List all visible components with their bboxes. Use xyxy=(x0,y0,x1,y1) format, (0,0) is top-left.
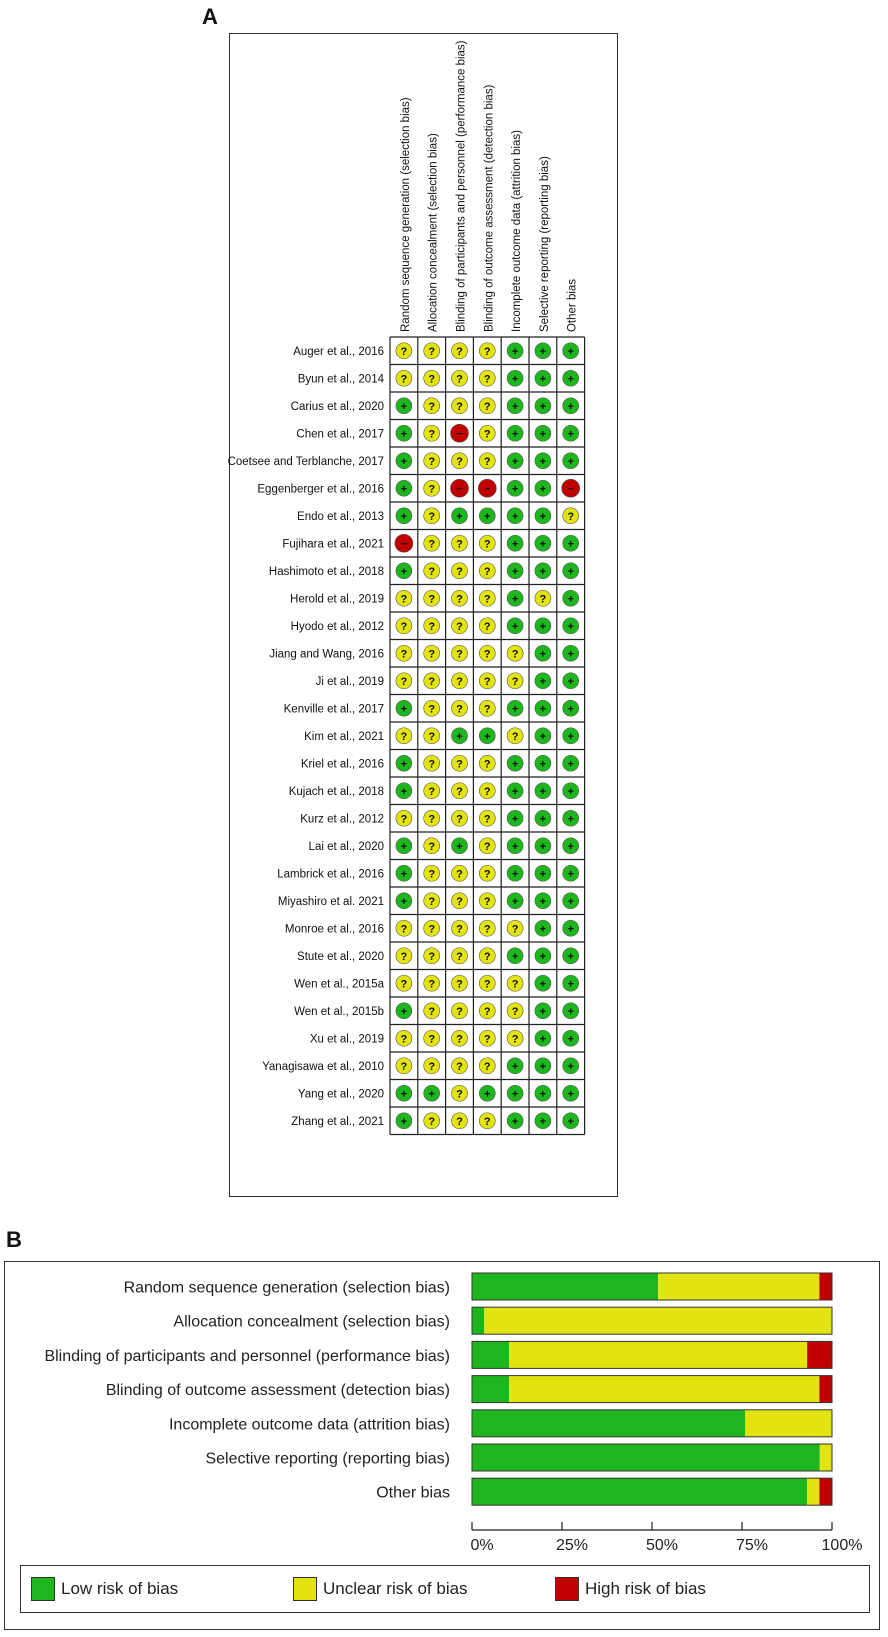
rating-symbol: ? xyxy=(400,675,408,688)
rating-symbol: ? xyxy=(428,1005,436,1018)
legend xyxy=(20,1565,870,1613)
study-label: Yang et al., 2020 xyxy=(297,1088,384,1101)
rating-symbol: + xyxy=(567,868,574,881)
rating-symbol: ? xyxy=(456,813,463,826)
rating-symbol: + xyxy=(511,345,519,358)
column-header: Selective reporting (reporting bias) xyxy=(538,156,551,332)
study-label: Coetsee and Terblanche, 2017 xyxy=(227,455,384,468)
rating-symbol: + xyxy=(539,538,547,551)
legend-item-high xyxy=(555,1576,706,1602)
rating-symbol: ? xyxy=(428,373,436,386)
rating-symbol: + xyxy=(567,813,574,826)
rating-symbol: ? xyxy=(511,648,519,661)
study-label: Eggenberger et al., 2016 xyxy=(257,483,384,496)
rating-symbol: + xyxy=(539,1005,547,1018)
rating-symbol: + xyxy=(539,510,547,523)
rating-symbol: ? xyxy=(483,593,491,606)
study-label: Monroe et al., 2016 xyxy=(284,923,384,936)
legend-swatch-low xyxy=(31,1577,55,1601)
rating-symbol: + xyxy=(567,455,574,468)
legend-item-unclear xyxy=(293,1576,468,1602)
rating-symbol: ? xyxy=(400,730,408,743)
rating-symbol: ? xyxy=(428,510,436,523)
rating-symbol: − xyxy=(455,481,464,496)
rating-symbol: + xyxy=(567,620,574,633)
rating-symbol: + xyxy=(400,510,408,523)
rating-symbol: ? xyxy=(428,620,436,633)
rating-symbol: + xyxy=(511,1115,519,1128)
rating-symbol: ? xyxy=(456,455,463,468)
rating-symbol: ? xyxy=(483,373,491,386)
rating-symbol: ? xyxy=(428,455,436,468)
rating-symbol: + xyxy=(539,373,547,386)
rating-symbol: ? xyxy=(567,510,575,523)
rating-symbol: ? xyxy=(428,1033,436,1046)
bar-segment-unclear xyxy=(807,1478,819,1505)
rating-symbol: ? xyxy=(456,895,463,908)
rating-symbol: ? xyxy=(456,345,463,358)
study-label: Miyashiro et al. 2021 xyxy=(277,895,384,908)
rating-symbol: ? xyxy=(456,1088,463,1101)
study-label: Endo et al., 2013 xyxy=(297,510,384,523)
rating-symbol: − xyxy=(455,426,464,441)
rating-symbol: ? xyxy=(483,428,491,441)
rating-symbol: ? xyxy=(483,923,491,936)
rating-symbol: − xyxy=(483,481,491,496)
rating-symbol: ? xyxy=(511,675,519,688)
rating-symbol: ? xyxy=(456,868,463,881)
rating-symbol: ? xyxy=(456,1060,463,1073)
rating-symbol: + xyxy=(400,1115,408,1128)
rating-symbol: ? xyxy=(456,950,463,963)
category-label: Incomplete outcome data (attrition bias) xyxy=(168,1416,450,1434)
rating-symbol: ? xyxy=(428,538,436,551)
rating-symbol: + xyxy=(539,785,547,798)
category-label: Other bias xyxy=(376,1484,450,1502)
bar-segment-unclear xyxy=(509,1341,807,1368)
rating-symbol: + xyxy=(511,813,519,826)
rating-symbol: ? xyxy=(428,1060,436,1073)
rating-symbol: + xyxy=(539,895,547,908)
rating-symbol: ? xyxy=(400,345,408,358)
rating-symbol: ? xyxy=(400,1033,408,1046)
rating-symbol: ? xyxy=(483,1005,491,1018)
rating-symbol: + xyxy=(539,428,547,441)
x-tick-label: 0% xyxy=(470,1537,494,1554)
rating-symbol: ? xyxy=(511,730,519,743)
study-label: Hashimoto et al., 2018 xyxy=(268,565,384,578)
rating-symbol: + xyxy=(400,785,408,798)
rating-symbol: ? xyxy=(400,648,408,661)
rating-symbol: + xyxy=(400,703,408,716)
study-label: Jiang and Wang, 2016 xyxy=(269,648,384,661)
rating-symbol: ? xyxy=(511,1005,519,1018)
rating-symbol: + xyxy=(400,868,408,881)
study-label: Chen et al., 2017 xyxy=(296,428,384,441)
rating-symbol: ? xyxy=(428,565,436,578)
category-label: Allocation concealment (selection bias) xyxy=(173,1313,450,1331)
rating-symbol: ? xyxy=(483,978,491,991)
study-label: Herold et al., 2019 xyxy=(290,593,384,606)
rating-symbol: + xyxy=(511,373,519,386)
rating-symbol: + xyxy=(567,785,574,798)
rating-symbol: + xyxy=(511,785,519,798)
rating-symbol: + xyxy=(567,1088,574,1101)
rating-symbol: + xyxy=(567,400,574,413)
rating-symbol: ? xyxy=(483,758,491,771)
rating-symbol: ? xyxy=(483,1115,491,1128)
rating-symbol: + xyxy=(567,428,574,441)
study-label: Xu et al., 2019 xyxy=(309,1033,384,1046)
bar-segment-low xyxy=(472,1273,658,1300)
study-label: Kujach et al., 2018 xyxy=(288,785,384,798)
rating-symbol: + xyxy=(567,345,574,358)
rating-symbol: ? xyxy=(456,978,463,991)
rating-symbol: ? xyxy=(400,950,408,963)
rating-symbol: + xyxy=(539,1088,547,1101)
rating-symbol: + xyxy=(400,1088,408,1101)
rating-symbol: ? xyxy=(511,978,519,991)
legend-item-low xyxy=(31,1576,178,1602)
panel-a-label: A xyxy=(202,4,218,29)
study-label: Hyodo et al., 2012 xyxy=(290,620,384,633)
study-label: Yanagisawa et al., 2010 xyxy=(262,1060,384,1073)
rating-symbol: + xyxy=(400,758,408,771)
rating-symbol: ? xyxy=(428,730,436,743)
bar-segment-unclear xyxy=(509,1376,819,1403)
rating-symbol: ? xyxy=(483,400,491,413)
study-label: Carius et al., 2020 xyxy=(290,400,384,413)
bar-segment-unclear xyxy=(820,1444,832,1471)
rating-symbol: ? xyxy=(483,1060,491,1073)
rating-symbol: ? xyxy=(483,813,491,826)
rating-symbol: ? xyxy=(456,648,463,661)
rating-symbol: + xyxy=(539,1060,547,1073)
rating-symbol: + xyxy=(400,483,408,496)
rating-symbol: + xyxy=(511,703,519,716)
rating-symbol: + xyxy=(539,978,547,991)
rating-symbol: + xyxy=(567,758,574,771)
rating-symbol: ? xyxy=(400,620,408,633)
legend-swatch-high xyxy=(555,1577,579,1601)
rating-symbol: ? xyxy=(428,675,436,688)
rating-symbol: ? xyxy=(483,1033,491,1046)
rating-symbol: + xyxy=(567,565,574,578)
rating-symbol: + xyxy=(539,675,547,688)
rating-symbol: + xyxy=(567,923,574,936)
study-label: Wen et al., 2015a xyxy=(294,978,384,991)
category-label: Blinding of outcome assessment (detection bias) xyxy=(105,1382,450,1400)
rating-symbol: + xyxy=(539,345,547,358)
rating-symbol: ? xyxy=(483,538,491,551)
panel-b-label: B xyxy=(6,1227,22,1252)
rating-symbol: ? xyxy=(428,813,436,826)
bar-segment-high xyxy=(819,1376,832,1403)
rating-symbol: ? xyxy=(428,648,436,661)
rating-symbol: + xyxy=(511,483,519,496)
study-label: Ji et al., 2019 xyxy=(315,675,384,688)
rating-symbol: + xyxy=(539,455,547,468)
rating-symbol: ? xyxy=(456,785,463,798)
rating-symbol: ? xyxy=(456,400,463,413)
x-tick-label: 75% xyxy=(735,1537,769,1554)
rating-symbol: ? xyxy=(483,455,491,468)
rating-symbol: + xyxy=(511,400,519,413)
category-label: Selective reporting (reporting bias) xyxy=(205,1450,450,1468)
rating-symbol: ? xyxy=(428,483,436,496)
bar-segment-low xyxy=(472,1410,745,1437)
bar-segment-unclear xyxy=(484,1307,832,1334)
rating-symbol: ? xyxy=(539,593,547,606)
rating-symbol: ? xyxy=(428,345,436,358)
study-label: Byun et al., 2014 xyxy=(297,373,384,386)
legend-label-low: Low risk of bias xyxy=(61,1579,179,1598)
rating-symbol: ? xyxy=(428,593,436,606)
rating-symbol: + xyxy=(567,895,574,908)
rating-symbol: ? xyxy=(400,813,408,826)
rating-symbol: ? xyxy=(400,923,408,936)
rating-symbol: + xyxy=(539,703,547,716)
rating-symbol: ? xyxy=(456,923,463,936)
rating-symbol: ? xyxy=(428,978,436,991)
rating-symbol: + xyxy=(484,510,491,523)
rating-symbol: + xyxy=(567,950,574,963)
rating-symbol: + xyxy=(428,1088,435,1101)
legend-label-unclear: Unclear risk of bias xyxy=(323,1579,468,1598)
rating-symbol: + xyxy=(511,565,519,578)
rating-symbol: ? xyxy=(483,345,491,358)
study-label: Kriel et al., 2016 xyxy=(300,758,384,771)
rating-symbol: + xyxy=(400,455,408,468)
column-header: Incomplete outcome data (attrition bias) xyxy=(511,130,524,332)
rating-symbol: + xyxy=(539,565,547,578)
rating-symbol: ? xyxy=(456,1033,463,1046)
bar-segment-high xyxy=(807,1341,832,1368)
study-label: Zhang et al., 2021 xyxy=(291,1115,384,1128)
rating-symbol: + xyxy=(511,455,519,468)
bar-segment-low xyxy=(472,1341,509,1368)
study-label: Kurz et al., 2012 xyxy=(300,813,384,826)
rating-symbol: ? xyxy=(511,923,519,936)
rating-symbol: + xyxy=(400,428,408,441)
rating-symbol: + xyxy=(511,868,519,881)
rating-symbol: + xyxy=(511,593,519,606)
rating-symbol: ? xyxy=(456,1115,463,1128)
rating-symbol: + xyxy=(484,730,491,743)
rating-symbol: + xyxy=(539,868,547,881)
rating-symbol: ? xyxy=(456,1005,463,1018)
rating-symbol: ? xyxy=(483,565,491,578)
rating-symbol: + xyxy=(539,1033,547,1046)
study-label: Fujihara et al., 2021 xyxy=(282,538,384,551)
rating-symbol: ? xyxy=(456,538,463,551)
legend-label-high: High risk of bias xyxy=(585,1579,706,1598)
rating-symbol: + xyxy=(539,483,547,496)
rating-symbol: + xyxy=(567,978,574,991)
rating-symbol: + xyxy=(567,675,574,688)
rating-symbol: + xyxy=(539,840,547,853)
bar-segment-unclear xyxy=(745,1410,832,1437)
rating-symbol: + xyxy=(511,840,519,853)
rating-symbol: + xyxy=(539,648,547,661)
study-label: Kim et al., 2021 xyxy=(304,730,384,743)
rating-symbol: ? xyxy=(456,703,463,716)
rating-symbol: + xyxy=(567,1115,574,1128)
rating-symbol: ? xyxy=(456,675,463,688)
rating-symbol: + xyxy=(511,1088,519,1101)
x-tick-label: 50% xyxy=(645,1537,679,1554)
rating-symbol: ? xyxy=(483,840,491,853)
rating-symbol: ? xyxy=(400,373,408,386)
rating-symbol: ? xyxy=(400,978,408,991)
rating-symbol: ? xyxy=(456,620,463,633)
rating-symbol: + xyxy=(567,730,574,743)
bar-segment-high xyxy=(819,1273,832,1300)
rating-symbol: + xyxy=(539,730,547,743)
bar-segment-low xyxy=(472,1444,820,1471)
rating-symbol: + xyxy=(511,510,519,523)
rating-symbol: ? xyxy=(456,565,463,578)
rating-symbol: ? xyxy=(428,400,436,413)
column-header: Blinding of outcome assessment (detection bias) xyxy=(483,84,496,332)
rating-symbol: ? xyxy=(483,785,491,798)
rating-symbol: + xyxy=(484,1088,491,1101)
column-header: Random sequence generation (selection bias) xyxy=(399,97,412,332)
rating-symbol: + xyxy=(511,950,519,963)
rating-symbol: ? xyxy=(456,373,463,386)
rating-symbol: + xyxy=(567,1033,574,1046)
rating-symbol: + xyxy=(511,428,519,441)
rating-symbol: + xyxy=(567,1005,574,1018)
rating-symbol: ? xyxy=(400,593,408,606)
rating-symbol: + xyxy=(456,840,463,853)
rating-symbol: ? xyxy=(428,1115,436,1128)
rating-symbol: ? xyxy=(483,675,491,688)
rating-symbol: + xyxy=(511,620,519,633)
rating-symbol: ? xyxy=(428,758,436,771)
rating-symbol: + xyxy=(539,758,547,771)
rating-symbol: + xyxy=(456,730,463,743)
study-label: Auger et al., 2016 xyxy=(293,345,384,358)
rating-symbol: ? xyxy=(483,950,491,963)
bar-segment-high xyxy=(819,1478,832,1505)
rating-symbol: + xyxy=(511,538,519,551)
rating-symbol: ? xyxy=(456,593,463,606)
rating-symbol: + xyxy=(511,895,519,908)
rating-symbol: ? xyxy=(483,703,491,716)
study-label: Lai et al., 2020 xyxy=(308,840,384,853)
rating-symbol: − xyxy=(400,536,408,551)
x-tick-label: 25% xyxy=(555,1537,589,1554)
rating-symbol: − xyxy=(567,481,575,496)
rating-symbol: + xyxy=(400,895,408,908)
column-header: Allocation concealment (selection bias) xyxy=(427,133,440,332)
study-label: Lambrick et al., 2016 xyxy=(277,868,384,881)
rating-symbol: ? xyxy=(483,648,491,661)
rating-symbol: + xyxy=(539,1115,547,1128)
rating-symbol: + xyxy=(567,840,574,853)
x-tick-label: 100% xyxy=(821,1537,863,1554)
rating-symbol: + xyxy=(456,510,463,523)
column-header: Other bias xyxy=(566,278,579,332)
rating-symbol: ? xyxy=(428,785,436,798)
rating-symbol: ? xyxy=(428,703,436,716)
rating-symbol: + xyxy=(539,813,547,826)
rating-symbol: ? xyxy=(428,950,436,963)
rating-symbol: + xyxy=(511,758,519,771)
rating-symbol: ? xyxy=(428,895,436,908)
bar-segment-low xyxy=(472,1376,509,1403)
rating-symbol: ? xyxy=(428,840,436,853)
rating-symbol: ? xyxy=(456,758,463,771)
study-label: Stute et al., 2020 xyxy=(297,950,384,963)
column-header: Blinding of participants and personnel (performance bias) xyxy=(455,40,468,332)
category-label: Blinding of participants and personnel (performance bias) xyxy=(44,1347,450,1365)
rating-symbol: ? xyxy=(428,868,436,881)
rating-symbol: ? xyxy=(428,923,436,936)
rating-symbol: ? xyxy=(428,428,436,441)
study-label: Wen et al., 2015b xyxy=(294,1005,384,1018)
rating-symbol: + xyxy=(539,400,547,413)
rating-symbol: + xyxy=(567,373,574,386)
bar-segment-low xyxy=(472,1478,807,1505)
study-label: Kenville et al., 2017 xyxy=(283,703,384,716)
rating-symbol: ? xyxy=(400,1060,408,1073)
rating-symbol: + xyxy=(400,565,408,578)
rating-symbol: + xyxy=(539,620,547,633)
rating-symbol: + xyxy=(511,1060,519,1073)
rating-symbol: + xyxy=(567,538,574,551)
bar-segment-low xyxy=(472,1307,484,1334)
category-label: Random sequence generation (selection bias) xyxy=(123,1279,450,1297)
bar-segment-unclear xyxy=(658,1273,819,1300)
rating-symbol: + xyxy=(567,648,574,661)
rating-symbol: ? xyxy=(511,1033,519,1046)
rating-symbol: + xyxy=(400,400,408,413)
rating-symbol: + xyxy=(400,1005,408,1018)
legend-swatch-unclear xyxy=(293,1577,317,1601)
rating-symbol: + xyxy=(400,840,408,853)
rating-symbol: ? xyxy=(483,868,491,881)
rating-symbol: + xyxy=(539,950,547,963)
rating-symbol: ? xyxy=(483,895,491,908)
rating-symbol: + xyxy=(567,1060,574,1073)
rating-symbol: + xyxy=(539,923,547,936)
rating-symbol: + xyxy=(567,703,574,716)
rating-symbol: + xyxy=(567,593,574,606)
rating-symbol: ? xyxy=(483,620,491,633)
